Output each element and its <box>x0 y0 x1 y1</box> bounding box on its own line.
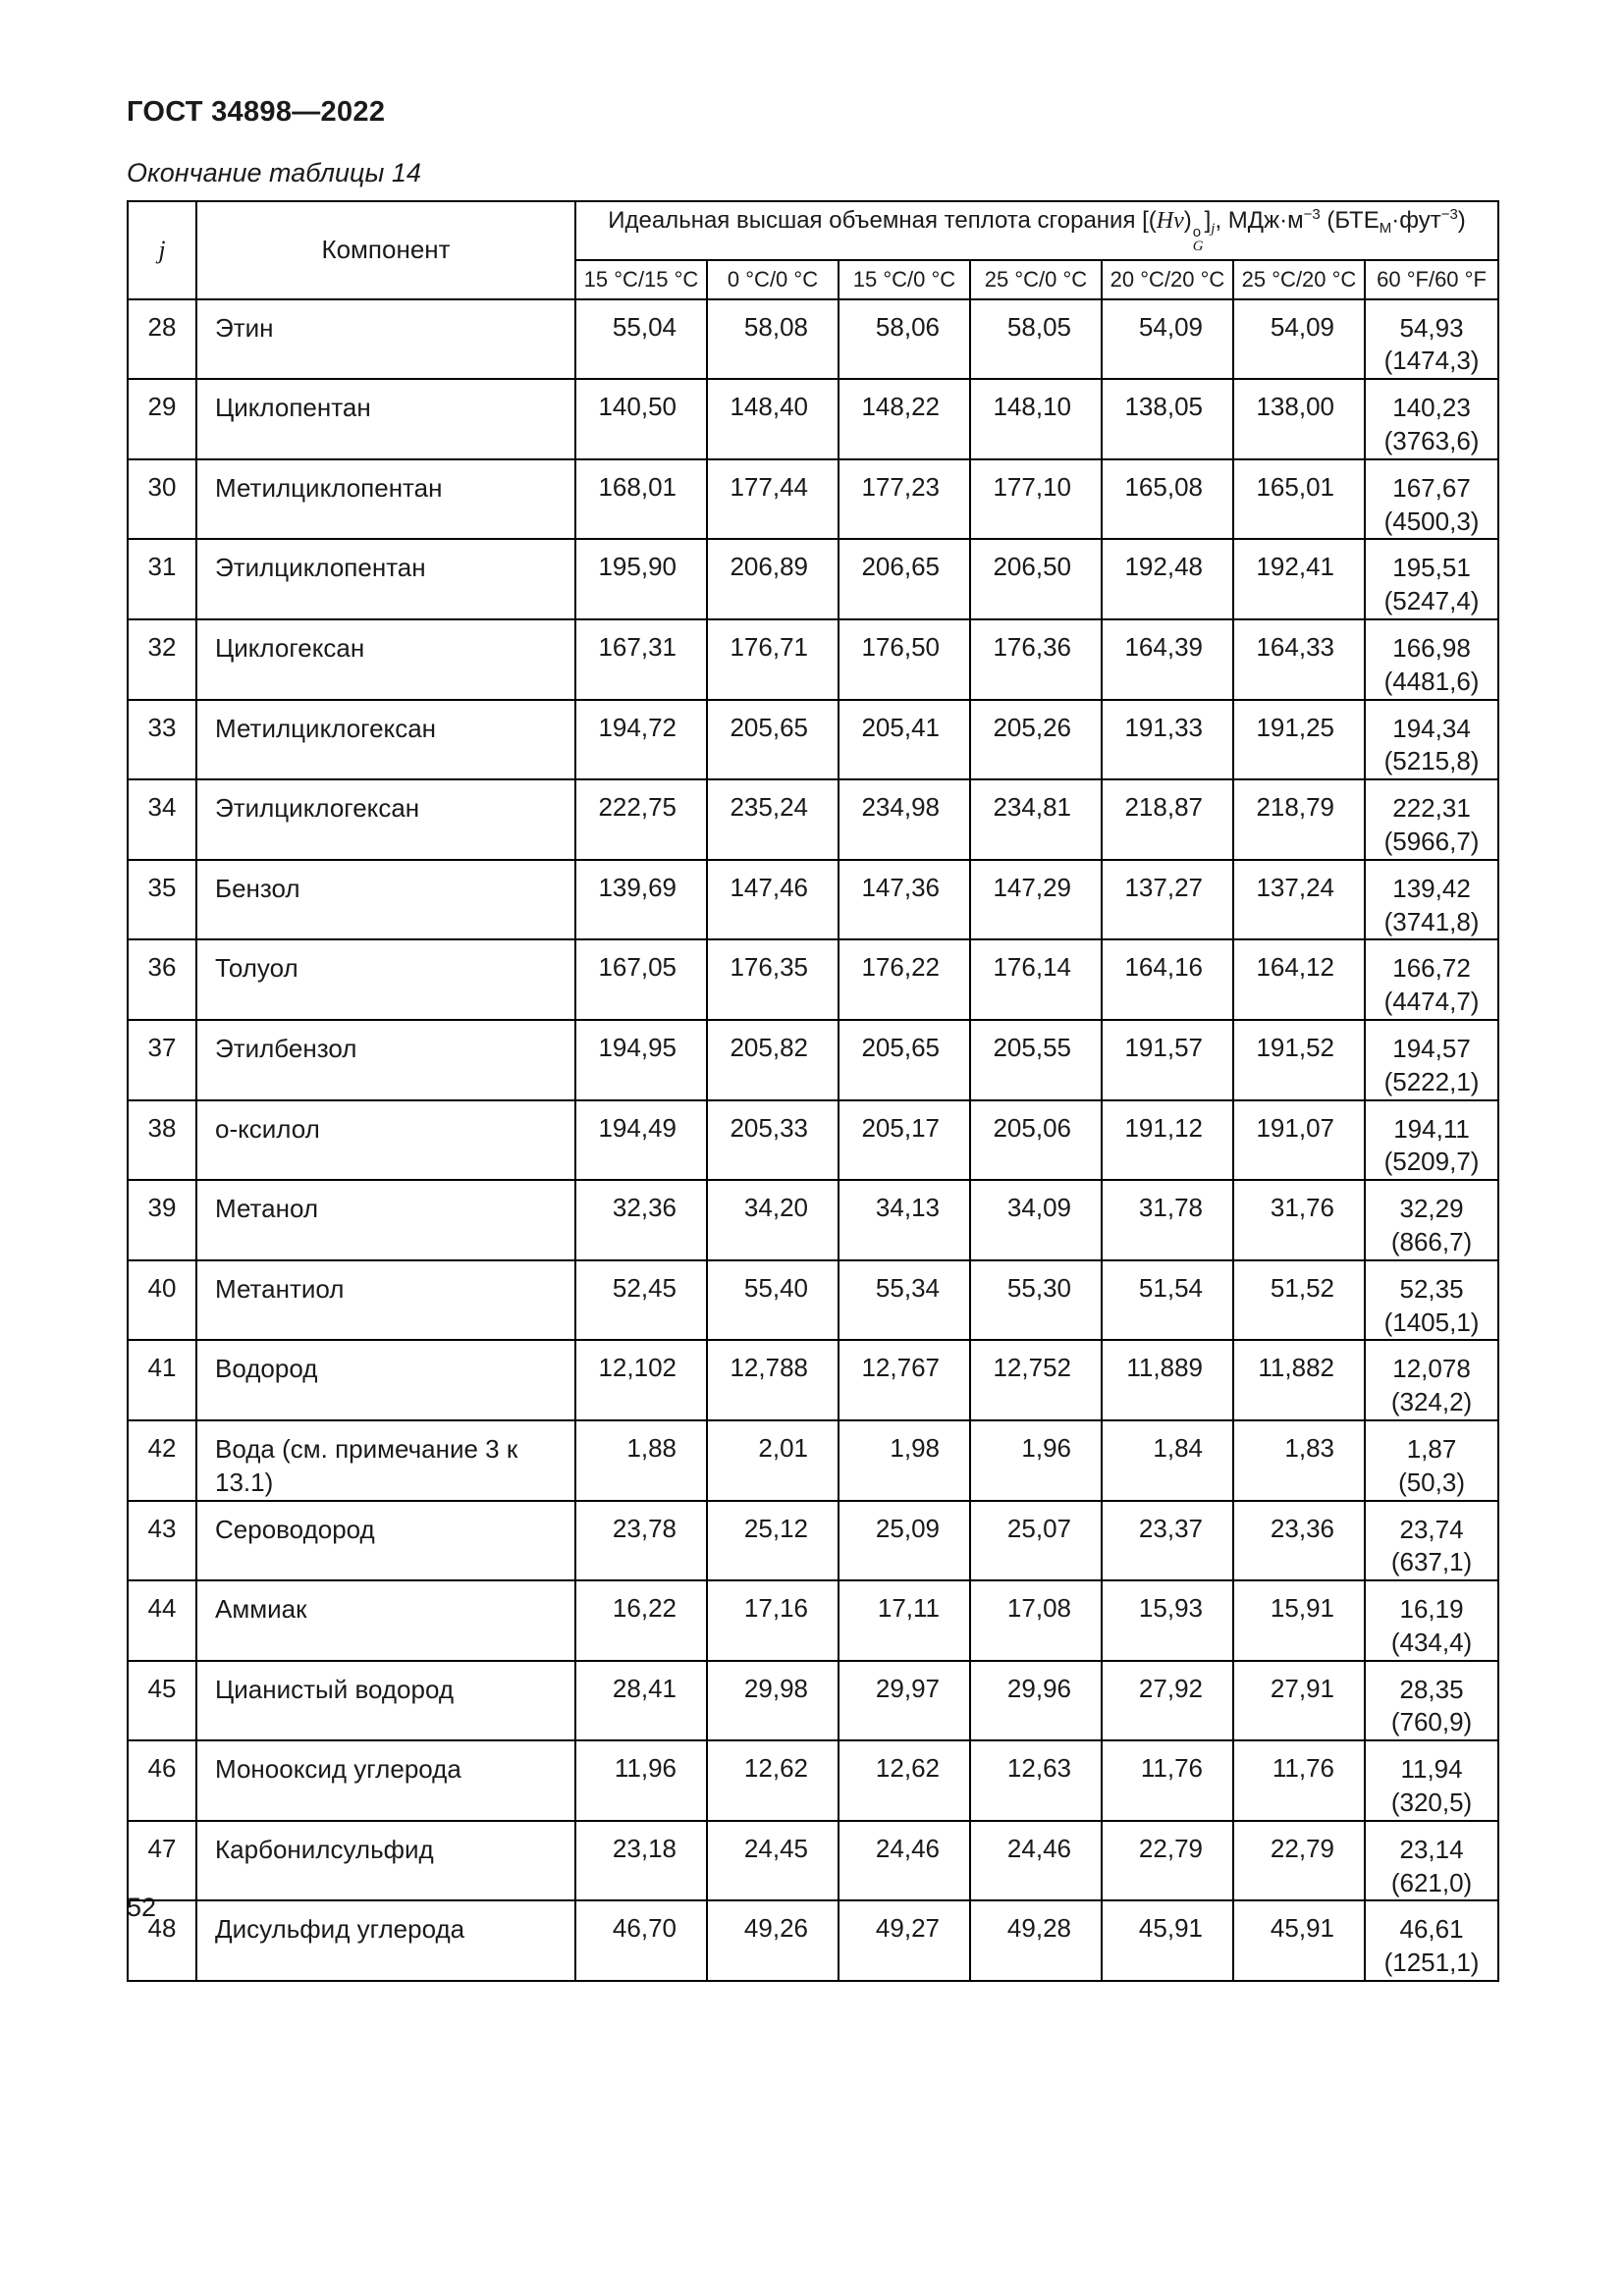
value-15-15: 16,22 <box>575 1580 707 1661</box>
table-row <box>128 379 1498 459</box>
value-20-20: 192,48 <box>1102 539 1233 619</box>
table-row <box>128 1100 1498 1181</box>
value-20-20: 11,76 <box>1102 1740 1233 1821</box>
table-row <box>128 1180 1498 1260</box>
value-0-0: 176,35 <box>707 939 839 1020</box>
value-60f-btu: (760,9) <box>1390 1707 1473 1737</box>
table-row <box>128 700 1498 780</box>
row-index: 35 <box>128 860 196 940</box>
value-25-0: 177,10 <box>970 459 1102 540</box>
value-20-20: 45,91 <box>1102 1900 1233 1981</box>
row-index: 31 <box>128 539 196 619</box>
value-60f-main: 16,19 <box>1399 1594 1464 1625</box>
value-60f-main: 11,94 <box>1400 1754 1463 1785</box>
value-15-0: 148,22 <box>839 379 970 459</box>
value-60f-btu: (5222,1) <box>1383 1066 1480 1096</box>
value-15-15: 23,78 <box>575 1501 707 1581</box>
page-content <box>127 96 1497 1982</box>
value-25-20: 137,24 <box>1233 860 1365 940</box>
table-row <box>128 860 1498 940</box>
value-15-0: 34,13 <box>839 1180 970 1260</box>
formula-part: ) <box>1183 207 1192 234</box>
value-60f-btu: (1474,3) <box>1383 346 1480 376</box>
value-60f-cell <box>1365 1501 1498 1581</box>
component-name: о-ксилол <box>196 1100 575 1181</box>
value-15-15: 194,72 <box>575 700 707 780</box>
value-60f-cell <box>1365 939 1498 1020</box>
value-0-0: 205,82 <box>707 1020 839 1100</box>
value-25-20: 191,25 <box>1233 700 1365 780</box>
value-60f-btu: (1251,1) <box>1383 1948 1480 1978</box>
table-row <box>128 459 1498 540</box>
value-60f-cell <box>1365 1020 1498 1100</box>
value-60f-cell <box>1365 779 1498 860</box>
value-15-0: 55,34 <box>839 1260 970 1341</box>
value-60f-btu: (434,4) <box>1390 1627 1473 1657</box>
value-15-0: 24,46 <box>839 1821 970 1901</box>
value-25-0: 234,81 <box>970 779 1102 860</box>
value-25-0: 205,06 <box>970 1100 1102 1181</box>
combustion-heat-table <box>127 200 1499 1982</box>
formula-part: Идеальная высшая объемная теплота сгорания [( <box>608 207 1157 234</box>
formula-part: ] <box>1204 207 1212 234</box>
value-15-15: 167,31 <box>575 619 707 700</box>
value-25-20: 191,52 <box>1233 1020 1365 1100</box>
value-60f-btu: (50,3) <box>1398 1467 1465 1497</box>
value-15-15: 32,36 <box>575 1180 707 1260</box>
value-20-20: 11,889 <box>1102 1340 1233 1420</box>
row-index: 42 <box>128 1420 196 1501</box>
value-60f-cell <box>1365 1180 1498 1260</box>
column-header-15-15: 15 °С/15 °С <box>575 260 707 299</box>
value-60f-btu: (1405,1) <box>1383 1307 1480 1337</box>
group-header-formula <box>575 201 1498 260</box>
formula-part: ·фут <box>1391 207 1441 234</box>
value-60f-cell <box>1365 379 1498 459</box>
value-15-15: 140,50 <box>575 379 707 459</box>
value-60f-cell <box>1365 1661 1498 1741</box>
value-60f-btu: (324,2) <box>1390 1387 1473 1417</box>
value-15-15: 194,95 <box>575 1020 707 1100</box>
value-60f-btu: (4500,3) <box>1383 506 1480 536</box>
value-60f-main: 1,87 <box>1406 1433 1457 1464</box>
column-header-0-0: 0 °С/0 °С <box>707 260 839 299</box>
value-60f-btu: (320,5) <box>1390 1788 1473 1818</box>
value-25-20: 164,12 <box>1233 939 1365 1020</box>
value-15-15: 52,45 <box>575 1260 707 1341</box>
value-60f-main: 194,34 <box>1392 713 1471 743</box>
value-25-20: 27,91 <box>1233 1661 1365 1741</box>
formula-part: (БТЕ <box>1320 207 1380 234</box>
value-60f-cell <box>1365 619 1498 700</box>
value-20-20: 15,93 <box>1102 1580 1233 1661</box>
value-0-0: 34,20 <box>707 1180 839 1260</box>
value-60f-main: 194,11 <box>1393 1113 1470 1144</box>
component-name: Циклопентан <box>196 379 575 459</box>
table-row <box>128 939 1498 1020</box>
value-60f-btu: (5209,7) <box>1383 1147 1480 1177</box>
row-index: 45 <box>128 1661 196 1741</box>
table-row <box>128 1580 1498 1661</box>
row-index: 47 <box>128 1821 196 1901</box>
value-20-20: 191,57 <box>1102 1020 1233 1100</box>
value-0-0: 235,24 <box>707 779 839 860</box>
row-index: 34 <box>128 779 196 860</box>
row-index: 44 <box>128 1580 196 1661</box>
value-25-0: 205,55 <box>970 1020 1102 1100</box>
component-name: Сероводород <box>196 1501 575 1581</box>
value-25-20: 218,79 <box>1233 779 1365 860</box>
value-0-0: 147,46 <box>707 860 839 940</box>
row-index: 48 <box>128 1900 196 1981</box>
table-row <box>128 1340 1498 1420</box>
row-index: 46 <box>128 1740 196 1821</box>
value-25-0: 148,10 <box>970 379 1102 459</box>
table-row <box>128 1821 1498 1901</box>
value-20-20: 54,09 <box>1102 299 1233 380</box>
value-60f-btu: (5215,8) <box>1383 746 1480 776</box>
value-20-20: 164,16 <box>1102 939 1233 1020</box>
value-60f-cell <box>1365 700 1498 780</box>
component-name: Метантиол <box>196 1260 575 1341</box>
value-25-0: 176,14 <box>970 939 1102 1020</box>
value-25-20: 51,52 <box>1233 1260 1365 1341</box>
row-index: 37 <box>128 1020 196 1100</box>
component-name: Вода (см. примечание 3 к 13.1) <box>196 1420 575 1501</box>
value-0-0: 17,16 <box>707 1580 839 1661</box>
value-0-0: 25,12 <box>707 1501 839 1581</box>
value-60f-btu: (5247,4) <box>1383 586 1480 616</box>
component-name: Карбонилсульфид <box>196 1821 575 1901</box>
row-index: 41 <box>128 1340 196 1420</box>
value-60f-cell <box>1365 299 1498 380</box>
value-15-0: 58,06 <box>839 299 970 380</box>
value-0-0: 205,65 <box>707 700 839 780</box>
value-25-0: 25,07 <box>970 1501 1102 1581</box>
value-0-0: 148,40 <box>707 379 839 459</box>
value-60f-btu: (866,7) <box>1390 1226 1473 1256</box>
value-15-0: 17,11 <box>839 1580 970 1661</box>
value-15-15: 195,90 <box>575 539 707 619</box>
value-20-20: 218,87 <box>1102 779 1233 860</box>
value-60f-btu: (3741,8) <box>1383 906 1480 936</box>
row-index: 43 <box>128 1501 196 1581</box>
value-25-0: 206,50 <box>970 539 1102 619</box>
value-25-0: 55,30 <box>970 1260 1102 1341</box>
value-15-0: 206,65 <box>839 539 970 619</box>
formula-hv: Hv <box>1156 208 1184 234</box>
value-20-20: 1,84 <box>1102 1420 1233 1501</box>
formula-sup-minus3: −3 <box>1440 206 1458 223</box>
value-60f-main: 23,14 <box>1399 1834 1464 1864</box>
table-row <box>128 539 1498 619</box>
component-name: Метилциклогексан <box>196 700 575 780</box>
value-60f-main: 28,35 <box>1399 1674 1464 1704</box>
value-0-0: 49,26 <box>707 1900 839 1981</box>
value-0-0: 176,71 <box>707 619 839 700</box>
value-25-20: 15,91 <box>1233 1580 1365 1661</box>
value-25-20: 138,00 <box>1233 379 1365 459</box>
value-60f-main: 139,42 <box>1392 873 1471 903</box>
value-20-20: 22,79 <box>1102 1821 1233 1901</box>
value-15-15: 222,75 <box>575 779 707 860</box>
value-60f-cell <box>1365 1340 1498 1420</box>
table-body <box>128 299 1498 1981</box>
table-row <box>128 299 1498 380</box>
value-60f-main: 54,93 <box>1399 312 1464 343</box>
value-0-0: 55,40 <box>707 1260 839 1341</box>
value-25-0: 205,26 <box>970 700 1102 780</box>
value-20-20: 191,33 <box>1102 700 1233 780</box>
formula-part: , МДж·м <box>1215 207 1304 234</box>
value-60f-cell <box>1365 1260 1498 1341</box>
component-name: Толуол <box>196 939 575 1020</box>
group-header-row <box>128 201 1498 260</box>
value-20-20: 137,27 <box>1102 860 1233 940</box>
value-15-15: 28,41 <box>575 1661 707 1741</box>
value-15-0: 234,98 <box>839 779 970 860</box>
value-0-0: 24,45 <box>707 1821 839 1901</box>
value-25-20: 165,01 <box>1233 459 1365 540</box>
value-60f-cell <box>1365 1100 1498 1181</box>
table-row <box>128 779 1498 860</box>
value-20-20: 23,37 <box>1102 1501 1233 1581</box>
value-15-0: 205,41 <box>839 700 970 780</box>
value-15-15: 168,01 <box>575 459 707 540</box>
value-25-20: 11,76 <box>1233 1740 1365 1821</box>
value-15-0: 12,767 <box>839 1340 970 1420</box>
row-index: 28 <box>128 299 196 380</box>
value-60f-main: 32,29 <box>1399 1194 1464 1224</box>
value-25-0: 17,08 <box>970 1580 1102 1661</box>
value-60f-main: 166,98 <box>1392 632 1471 663</box>
value-20-20: 31,78 <box>1102 1180 1233 1260</box>
value-60f-main: 222,31 <box>1392 793 1471 824</box>
column-header-25-20: 25 °С/20 °С <box>1233 260 1365 299</box>
value-15-15: 23,18 <box>575 1821 707 1901</box>
component-name: Циклогексан <box>196 619 575 700</box>
value-15-0: 205,65 <box>839 1020 970 1100</box>
value-15-15: 11,96 <box>575 1740 707 1821</box>
row-index: 29 <box>128 379 196 459</box>
column-header-20-20: 20 °С/20 °С <box>1102 260 1233 299</box>
row-index: 36 <box>128 939 196 1020</box>
value-15-15: 1,88 <box>575 1420 707 1501</box>
value-25-0: 12,752 <box>970 1340 1102 1420</box>
value-25-20: 31,76 <box>1233 1180 1365 1260</box>
value-60f-cell <box>1365 1740 1498 1821</box>
component-name: Водород <box>196 1340 575 1420</box>
value-15-0: 176,50 <box>839 619 970 700</box>
value-25-20: 191,07 <box>1233 1100 1365 1181</box>
component-name: Этин <box>196 299 575 380</box>
value-0-0: 29,98 <box>707 1661 839 1741</box>
column-header-j <box>128 201 196 299</box>
row-index: 33 <box>128 700 196 780</box>
component-name: Метилциклопентан <box>196 459 575 540</box>
value-0-0: 206,89 <box>707 539 839 619</box>
component-name: Монооксид углерода <box>196 1740 575 1821</box>
column-header-60f-60f: 60 °F/60 °F <box>1365 260 1498 299</box>
value-15-0: 177,23 <box>839 459 970 540</box>
value-60f-main: 140,23 <box>1392 393 1471 423</box>
table-row <box>128 1420 1498 1501</box>
value-60f-btu: (4481,6) <box>1383 666 1480 696</box>
document-title: ГОСТ 34898—2022 <box>127 96 386 128</box>
formula-sub-m: М <box>1379 220 1392 237</box>
value-60f-cell <box>1365 539 1498 619</box>
value-15-0: 1,98 <box>839 1420 970 1501</box>
component-name: Дисульфид углерода <box>196 1900 575 1981</box>
value-15-0: 176,22 <box>839 939 970 1020</box>
value-20-20: 138,05 <box>1102 379 1233 459</box>
table-row <box>128 1020 1498 1100</box>
value-60f-main: 166,72 <box>1392 953 1471 984</box>
value-25-20: 45,91 <box>1233 1900 1365 1981</box>
value-20-20: 51,54 <box>1102 1260 1233 1341</box>
value-0-0: 58,08 <box>707 299 839 380</box>
value-60f-main: 46,61 <box>1399 1914 1464 1945</box>
component-name: Этилбензол <box>196 1020 575 1100</box>
value-25-20: 54,09 <box>1233 299 1365 380</box>
row-index: 40 <box>128 1260 196 1341</box>
value-0-0: 12,62 <box>707 1740 839 1821</box>
row-index: 30 <box>128 459 196 540</box>
table-row <box>128 1740 1498 1821</box>
value-25-20: 1,83 <box>1233 1420 1365 1501</box>
component-name: Аммиак <box>196 1580 575 1661</box>
formula-sub-g: G <box>1192 239 1204 255</box>
table-row <box>128 1260 1498 1341</box>
value-25-0: 1,96 <box>970 1420 1102 1501</box>
value-15-15: 194,49 <box>575 1100 707 1181</box>
row-index: 38 <box>128 1100 196 1181</box>
value-20-20: 27,92 <box>1102 1661 1233 1741</box>
value-60f-cell <box>1365 1900 1498 1981</box>
table-caption: Окончание таблицы 14 <box>127 158 421 187</box>
table-header <box>128 201 1498 299</box>
table-row <box>128 1501 1498 1581</box>
value-60f-main: 195,51 <box>1392 553 1471 583</box>
row-index: 32 <box>128 619 196 700</box>
value-60f-btu: (621,0) <box>1390 1867 1473 1897</box>
component-name: Этилциклогексан <box>196 779 575 860</box>
value-60f-main: 12,078 <box>1392 1354 1471 1384</box>
value-60f-btu: (4474,7) <box>1383 987 1480 1017</box>
component-name: Этилциклопентан <box>196 539 575 619</box>
value-25-20: 23,36 <box>1233 1501 1365 1581</box>
value-15-0: 205,17 <box>839 1100 970 1181</box>
value-20-20: 165,08 <box>1102 459 1233 540</box>
table-row <box>128 619 1498 700</box>
value-25-20: 22,79 <box>1233 1821 1365 1901</box>
column-header-component: Компонент <box>196 201 575 299</box>
value-60f-cell <box>1365 1420 1498 1501</box>
value-15-0: 12,62 <box>839 1740 970 1821</box>
value-0-0: 12,788 <box>707 1340 839 1420</box>
value-15-15: 55,04 <box>575 299 707 380</box>
value-25-0: 24,46 <box>970 1821 1102 1901</box>
value-25-0: 12,63 <box>970 1740 1102 1821</box>
value-25-0: 34,09 <box>970 1180 1102 1260</box>
value-20-20: 164,39 <box>1102 619 1233 700</box>
value-0-0: 2,01 <box>707 1420 839 1501</box>
value-25-20: 164,33 <box>1233 619 1365 700</box>
value-15-15: 139,69 <box>575 860 707 940</box>
formula-sup-minus3: −3 <box>1303 206 1321 223</box>
component-name: Метанол <box>196 1180 575 1260</box>
value-15-0: 25,09 <box>839 1501 970 1581</box>
value-60f-btu: (3763,6) <box>1383 425 1480 455</box>
value-60f-cell <box>1365 1580 1498 1661</box>
value-60f-cell <box>1365 1821 1498 1901</box>
value-60f-btu: (5966,7) <box>1383 826 1480 856</box>
value-60f-cell <box>1365 860 1498 940</box>
formula-sup-o: о <box>1192 224 1202 240</box>
table-row <box>128 1661 1498 1741</box>
value-25-0: 29,96 <box>970 1661 1102 1741</box>
formula-supsub-stack <box>1192 225 1205 255</box>
value-60f-cell <box>1365 459 1498 540</box>
value-60f-main: 167,67 <box>1392 472 1471 503</box>
component-name: Цианистый водород <box>196 1661 575 1741</box>
value-25-0: 176,36 <box>970 619 1102 700</box>
value-60f-main: 194,57 <box>1392 1033 1471 1063</box>
value-0-0: 177,44 <box>707 459 839 540</box>
value-25-0: 147,29 <box>970 860 1102 940</box>
value-15-0: 29,97 <box>839 1661 970 1741</box>
formula-sub-j-text: j <box>1211 221 1216 237</box>
value-60f-btu: (637,1) <box>1390 1547 1473 1577</box>
j-label: j <box>158 236 166 265</box>
formula-part: ) <box>1457 207 1466 234</box>
page-number: 52 <box>127 1893 157 1922</box>
value-25-20: 192,41 <box>1233 539 1365 619</box>
value-60f-main: 23,74 <box>1399 1514 1464 1544</box>
value-15-0: 147,36 <box>839 860 970 940</box>
value-0-0: 205,33 <box>707 1100 839 1181</box>
value-60f-main: 52,35 <box>1399 1273 1464 1304</box>
row-index: 39 <box>128 1180 196 1260</box>
value-15-0: 49,27 <box>839 1900 970 1981</box>
value-20-20: 191,12 <box>1102 1100 1233 1181</box>
value-25-0: 58,05 <box>970 299 1102 380</box>
value-15-15: 12,102 <box>575 1340 707 1420</box>
column-header-25-0: 25 °С/0 °С <box>970 260 1102 299</box>
value-15-15: 46,70 <box>575 1900 707 1981</box>
value-25-0: 49,28 <box>970 1900 1102 1981</box>
table-row <box>128 1900 1498 1981</box>
column-header-15-0: 15 °С/0 °С <box>839 260 970 299</box>
component-name: Бензол <box>196 860 575 940</box>
value-25-20: 11,882 <box>1233 1340 1365 1420</box>
value-15-15: 167,05 <box>575 939 707 1020</box>
